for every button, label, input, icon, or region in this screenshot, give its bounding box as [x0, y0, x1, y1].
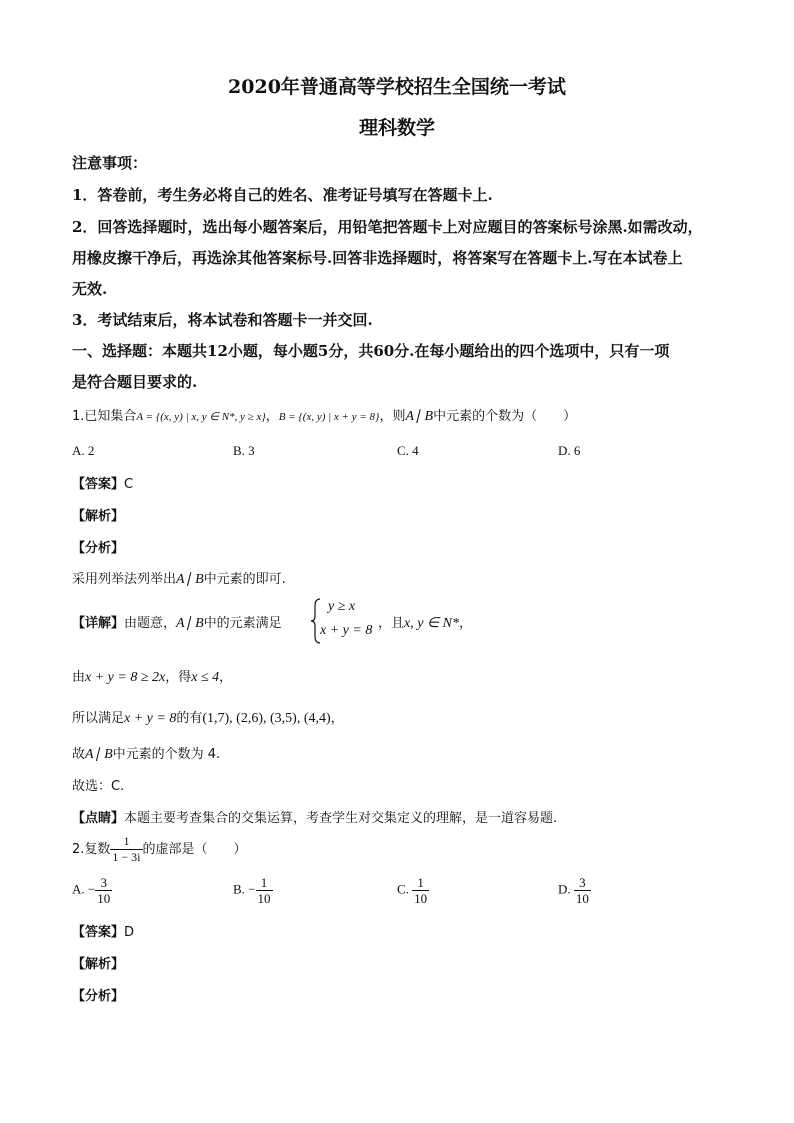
section-heading-line-2: 是符合题目要求的. — [72, 373, 198, 391]
answer-value: D — [124, 925, 135, 940]
q2-jiexi-tag: 【解析】 — [72, 957, 125, 972]
option-label: B. — [233, 881, 245, 897]
q2-option-a — [72, 875, 112, 906]
step3-math: x + y = 8 — [124, 711, 177, 726]
q1-analysis — [72, 568, 286, 588]
step4-pre: 故 — [72, 747, 86, 762]
q2-option-c — [397, 875, 429, 906]
dianjing-text: 本题主要考查集合的交集运算，考查学生对交集定义的理解，是一道容易题. — [124, 811, 558, 826]
step3-pairs: (1,7), (2,6), (3,5), (4,4) — [202, 711, 331, 726]
q1-prefix: 1.已知集合 — [72, 409, 137, 424]
detail-intersection: A∣ B — [176, 616, 204, 631]
question-2 — [72, 834, 247, 865]
q2-frac-den: 1 − 3i — [112, 850, 141, 864]
q1-ask-post: 中元素的个数为（ ） — [433, 409, 577, 424]
analysis-pre: 采用列举法列举出 — [72, 572, 177, 587]
detail-mid: 中的元素满足 — [203, 616, 282, 631]
q2-fraction — [110, 834, 142, 865]
option-den: 10 — [575, 891, 589, 906]
q2-answer — [72, 921, 134, 940]
q1-step-2 — [72, 666, 232, 686]
q2-prefix: 2.复数 — [72, 842, 111, 857]
option-label: D. — [558, 881, 571, 897]
q1-intersection: A∣ B — [405, 409, 434, 424]
exam-title: 2020年普通高等学校招生全国统一考试 — [228, 76, 566, 98]
option-label: A. — [72, 881, 85, 897]
dianjing-tag: 【点睛】 — [72, 811, 125, 826]
option-label: C. — [397, 881, 409, 897]
q1-answer — [72, 473, 133, 492]
q1-detail-tail — [378, 612, 472, 632]
q1-choose: 故选：C. — [72, 779, 125, 794]
system-eq-2: x + y = 8 — [320, 623, 373, 638]
analysis-post: 中元素的即可. — [203, 572, 286, 587]
question-1 — [72, 405, 576, 425]
system-eq-1: y ≥ x — [328, 599, 356, 614]
q1-option-c: C. 4 — [397, 443, 419, 458]
step2-math2: x ≤ 4 — [191, 670, 220, 685]
detail-cond: x, y ∈ N* — [404, 616, 459, 631]
step2-math: x + y = 8 ≥ 2x — [85, 670, 166, 685]
q2-fenxi-tag: 【分析】 — [72, 989, 125, 1004]
q1-option-b: B. 3 — [233, 443, 255, 458]
answer-tag: 【答案】 — [72, 477, 125, 492]
step3-end: ， — [330, 711, 344, 726]
q1-step-3 — [72, 707, 344, 727]
set-b: B = {(x, y) | x + y = 8} — [278, 411, 380, 423]
q1-sep: ， — [265, 409, 279, 424]
detail-tag: 【详解】 — [72, 616, 125, 631]
option-den: 10 — [414, 891, 428, 906]
note-1: 1．答卷前，考生务必将自己的姓名、准考证号填写在答题卡上. — [72, 186, 493, 204]
option-num: 3 — [95, 875, 112, 891]
step3-mid: 的有 — [176, 711, 203, 726]
q1-jiexi-tag: 【解析】 — [72, 509, 125, 524]
q1-detail — [72, 612, 282, 632]
option-fraction — [574, 875, 591, 906]
option-fraction — [256, 875, 273, 906]
q1-ask-pre: ，则 — [379, 409, 406, 424]
option-den: 10 — [257, 891, 271, 906]
step4-intersection: A∣ B — [85, 747, 113, 762]
q2-suffix: 的虚部是（ ） — [142, 842, 247, 857]
q1-fenxi-tag: 【分析】 — [72, 541, 125, 556]
q1-option-a: A. 2 — [72, 443, 95, 458]
note-2-line-3: 无效. — [72, 280, 108, 298]
option-fraction — [412, 875, 429, 906]
note-3: 3．考试结束后，将本试卷和答题卡一并交回. — [72, 311, 373, 329]
set-a: A = {(x, y) | x, y ∈ N*, y ≥ x} — [136, 411, 266, 423]
note-2-line-2: 用橡皮擦干净后，再选涂其他答案标号.回答非选择题时，将答案写在答题卡上.写在本试卷上 — [72, 249, 683, 267]
section-heading-line-1: 一、选择题：本题共12小题，每小题5分，共60分.在每小题给出的四个选项中，只有一项 — [72, 342, 670, 360]
exam-subtitle: 理科数学 — [358, 117, 435, 139]
analysis-intersection: A∣ B — [176, 572, 204, 587]
answer-tag: 【答案】 — [72, 925, 125, 940]
step3-pre: 所以满足 — [72, 711, 125, 726]
option-num: 1 — [256, 875, 273, 891]
q2-option-b — [233, 875, 273, 906]
q1-dianjing — [72, 807, 557, 826]
answer-value: C — [124, 477, 134, 492]
q2-frac-num: 1 — [110, 834, 142, 850]
option-fraction — [95, 875, 112, 906]
option-sign: − — [248, 881, 256, 897]
step2-end: ， — [219, 670, 233, 685]
option-num: 1 — [412, 875, 429, 891]
detail-end: ， — [458, 616, 472, 631]
detail-and: ，且 — [378, 616, 405, 631]
detail-pre: 由题意， — [124, 616, 177, 631]
notes-heading: 注意事项： — [72, 154, 148, 172]
q2-option-d — [558, 875, 591, 906]
step4-post: 中元素的个数为 4. — [112, 747, 221, 762]
q1-step-4 — [72, 743, 220, 763]
option-den: 10 — [97, 891, 111, 906]
q1-option-d: D. 6 — [558, 443, 581, 458]
step2-pre: 由 — [72, 670, 86, 685]
option-sign: − — [87, 881, 96, 897]
step2-mid: ，得 — [165, 670, 192, 685]
note-2-line-1: 2．回答选择题时，选出每小题答案后，用铅笔把答题卡上对应题目的答案标号涂黑.如需改动， — [72, 218, 703, 236]
option-num: 3 — [574, 875, 591, 891]
